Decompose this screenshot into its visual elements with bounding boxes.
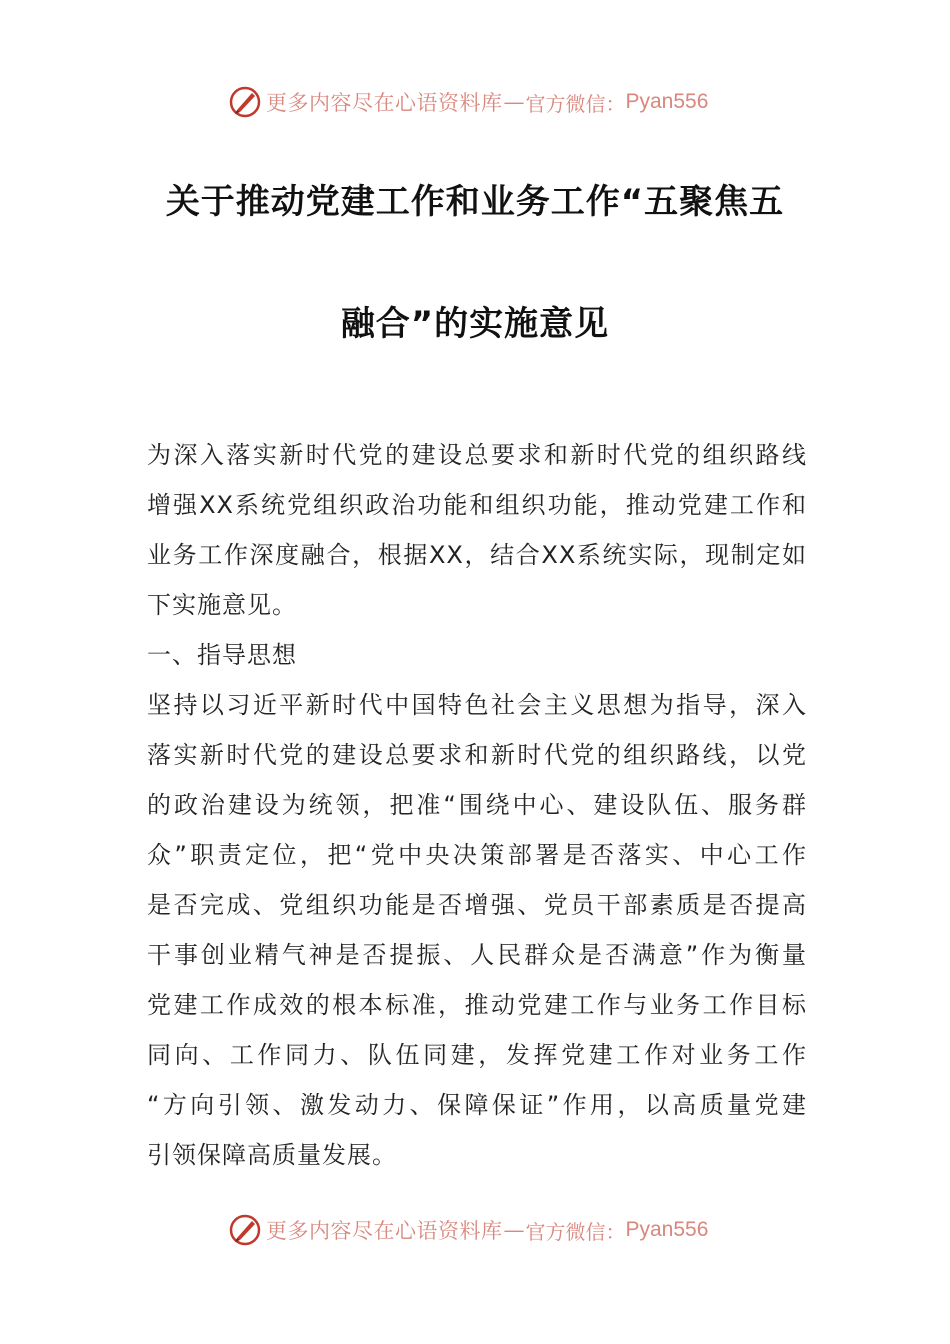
header-watermark [228, 82, 708, 122]
body-line: 的政治建设为统领，把准“围绕中心、建设队伍、服务群 [147, 791, 807, 819]
header-watermark-text: 更多内容尽在心语资料库 [266, 91, 503, 115]
body-line: 引领保障高质量发展。 [147, 1141, 397, 1169]
body-line: 为深入落实新时代党的建设总要求和新时代党的组织路线 [147, 441, 807, 469]
pen-logo-icon [228, 85, 262, 119]
header-watermark-dash: — [503, 90, 525, 114]
body-line: 增强XX系统党组织政治功能和组织功能，推动党建工作和 [147, 491, 807, 519]
document-body [147, 430, 807, 1180]
document-title-line-1: 关于推动党建工作和业务工作“五聚焦五 [165, 182, 785, 222]
body-line: 党建工作成效的根本标准，推动党建工作与业务工作目标 [147, 991, 807, 1019]
section-heading: 一、指导思想 [147, 641, 297, 669]
footer-watermark-text: 更多内容尽在心语资料库 [266, 1219, 503, 1243]
body-line: 是否完成、党组织功能是否增强、党员干部素质是否提高 [147, 891, 807, 919]
footer-watermark-dash: — [503, 1218, 525, 1242]
footer-wechat-label: 官方微信： [525, 1219, 626, 1244]
document-title-line-2: 融合”的实施意见 [340, 304, 610, 344]
body-line: 同向、工作同力、队伍同建，发挥党建工作对业务工作 [147, 1041, 807, 1069]
body-line: 下实施意见。 [147, 591, 297, 619]
body-line: 坚持以习近平新时代中国特色社会主义思想为指导，深入 [147, 691, 807, 719]
pen-logo-icon [228, 1213, 262, 1247]
body-line: “方向引领、激发动力、保障保证”作用，以高质量党建 [147, 1091, 807, 1119]
body-line: 落实新时代党的建设总要求和新时代党的组织路线，以党 [147, 741, 807, 769]
body-line: 业务工作深度融合，根据XX，结合XX系统实际，现制定如 [147, 541, 807, 569]
body-line: 干事创业精气神是否提振、人民群众是否满意”作为衡量 [147, 941, 807, 969]
body-line: 众”职责定位，把“党中央决策部署是否落实、中心工作 [147, 841, 807, 869]
header-wechat-id: Pyan556 [625, 90, 709, 113]
footer-wechat-id: Pyan556 [625, 1218, 709, 1241]
header-wechat-label: 官方微信： [525, 91, 626, 116]
footer-watermark [228, 1210, 708, 1250]
